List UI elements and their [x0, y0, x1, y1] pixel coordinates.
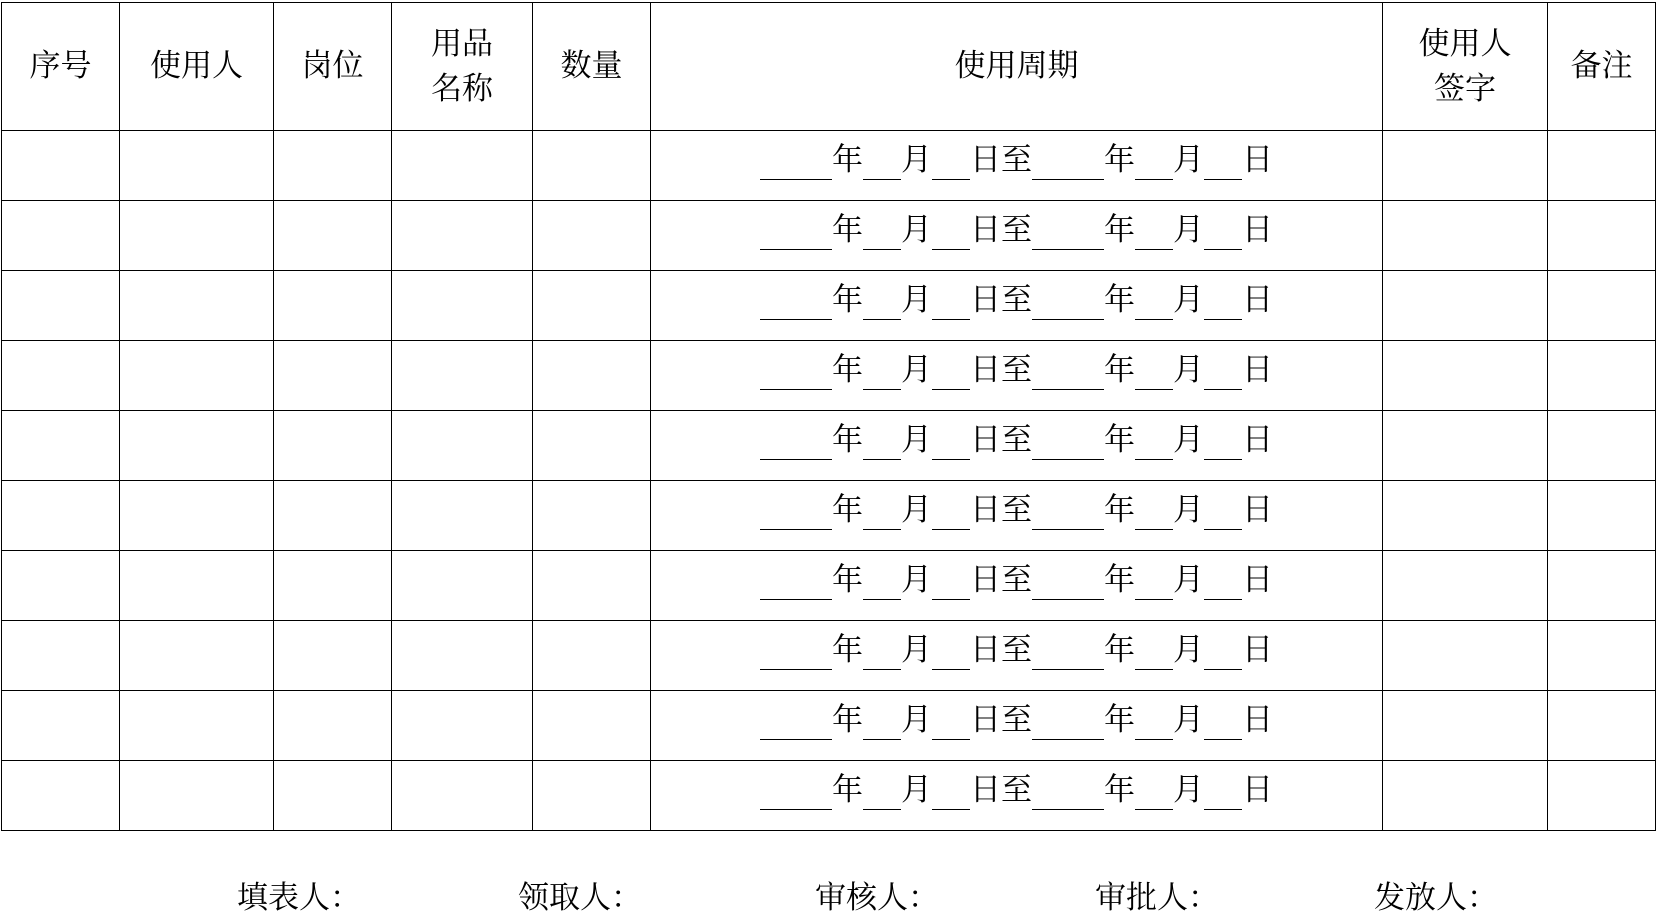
cell-user[interactable] — [120, 551, 274, 621]
start-month-blank[interactable] — [863, 318, 901, 320]
cell-quantity[interactable] — [533, 761, 651, 831]
cell-item-name[interactable] — [392, 271, 533, 341]
end-month-blank[interactable] — [1135, 178, 1173, 180]
cell-user[interactable] — [120, 341, 274, 411]
end-year-blank[interactable] — [1032, 318, 1104, 320]
header-user: 使用人 — [120, 3, 274, 131]
start-year-blank[interactable] — [760, 388, 832, 390]
cell-post[interactable] — [274, 551, 392, 621]
month-label: 月 — [901, 562, 932, 598]
year-label: 年 — [832, 352, 863, 388]
day-label: 日 — [970, 702, 1001, 738]
period-date-range — [760, 422, 1273, 458]
cell-post[interactable] — [274, 621, 392, 691]
day-label: 日 — [970, 422, 1001, 458]
cell-signature[interactable] — [1383, 341, 1548, 411]
cell-remarks[interactable] — [1548, 621, 1656, 691]
cell-post[interactable] — [274, 271, 392, 341]
cell-seq[interactable] — [2, 551, 120, 621]
to-label: 至 — [1001, 352, 1032, 388]
period-date-range — [760, 632, 1273, 668]
cell-remarks[interactable] — [1548, 341, 1656, 411]
start-month-blank[interactable] — [863, 388, 901, 390]
cell-period — [651, 341, 1383, 411]
month-label: 月 — [901, 422, 932, 458]
period-date-range — [760, 562, 1273, 598]
to-label: 至 — [1001, 282, 1032, 318]
end-month-blank[interactable] — [1135, 528, 1173, 530]
cell-signature[interactable] — [1383, 691, 1548, 761]
month-label: 月 — [1173, 142, 1204, 178]
cell-seq[interactable] — [2, 341, 120, 411]
day-label: 日 — [1242, 772, 1273, 808]
month-label: 月 — [901, 772, 932, 808]
cell-signature[interactable] — [1383, 761, 1548, 831]
cell-remarks[interactable] — [1548, 761, 1656, 831]
day-label: 日 — [1242, 702, 1273, 738]
cell-period — [651, 551, 1383, 621]
year-label: 年 — [1104, 562, 1135, 598]
year-label: 年 — [1104, 352, 1135, 388]
cell-item-name[interactable] — [392, 691, 533, 761]
day-label: 日 — [1242, 422, 1273, 458]
day-label: 日 — [1242, 632, 1273, 668]
header-signature-line1: 使用人 — [1418, 25, 1512, 62]
cell-quantity[interactable] — [533, 271, 651, 341]
cell-period — [651, 131, 1383, 201]
month-label: 月 — [901, 702, 932, 738]
day-label: 日 — [1242, 562, 1273, 598]
table-row — [2, 761, 1656, 831]
table-row — [2, 551, 1656, 621]
header-post: 岗位 — [274, 3, 392, 131]
cell-remarks[interactable] — [1548, 411, 1656, 481]
header-signature — [1383, 3, 1548, 131]
end-day-blank[interactable] — [1204, 248, 1242, 250]
start-day-blank[interactable] — [932, 528, 970, 530]
start-month-blank[interactable] — [863, 738, 901, 740]
table-body — [2, 131, 1656, 831]
day-label: 日 — [970, 772, 1001, 808]
start-year-blank[interactable] — [760, 738, 832, 740]
table-row — [2, 201, 1656, 271]
start-day-blank[interactable] — [932, 668, 970, 670]
cell-item-name[interactable] — [392, 481, 533, 551]
cell-remarks[interactable] — [1548, 271, 1656, 341]
start-day-blank[interactable] — [932, 248, 970, 250]
cell-quantity[interactable] — [533, 621, 651, 691]
received-by-label: 领取人： — [518, 880, 642, 916]
to-label: 至 — [1001, 632, 1032, 668]
day-label: 日 — [1242, 282, 1273, 318]
start-year-blank[interactable] — [760, 668, 832, 670]
end-year-blank[interactable] — [1032, 808, 1104, 810]
header-remarks: 备注 — [1548, 3, 1656, 131]
start-year-blank[interactable] — [760, 178, 832, 180]
end-day-blank[interactable] — [1204, 178, 1242, 180]
cell-seq[interactable] — [2, 411, 120, 481]
cell-seq[interactable] — [2, 131, 120, 201]
header-row — [2, 3, 1656, 131]
cell-seq[interactable] — [2, 481, 120, 551]
start-year-blank[interactable] — [760, 528, 832, 530]
cell-seq[interactable] — [2, 691, 120, 761]
cell-signature[interactable] — [1383, 551, 1548, 621]
month-label: 月 — [1173, 282, 1204, 318]
start-month-blank[interactable] — [863, 458, 901, 460]
cell-post[interactable] — [274, 201, 392, 271]
end-year-blank[interactable] — [1032, 598, 1104, 600]
cell-remarks[interactable] — [1548, 691, 1656, 761]
start-day-blank[interactable] — [932, 178, 970, 180]
year-label: 年 — [1104, 422, 1135, 458]
start-year-blank[interactable] — [760, 458, 832, 460]
start-day-blank[interactable] — [932, 318, 970, 320]
end-day-blank[interactable] — [1204, 388, 1242, 390]
period-date-range — [760, 492, 1273, 528]
table-row — [2, 131, 1656, 201]
end-year-blank[interactable] — [1032, 738, 1104, 740]
start-month-blank[interactable] — [863, 178, 901, 180]
month-label: 月 — [1173, 562, 1204, 598]
cell-item-name[interactable] — [392, 131, 533, 201]
year-label: 年 — [832, 212, 863, 248]
cell-seq[interactable] — [2, 761, 120, 831]
to-label: 至 — [1001, 142, 1032, 178]
end-month-blank[interactable] — [1135, 598, 1173, 600]
cell-remarks[interactable] — [1548, 131, 1656, 201]
period-date-range — [760, 772, 1273, 808]
end-year-blank[interactable] — [1032, 248, 1104, 250]
start-month-blank[interactable] — [863, 248, 901, 250]
reviewed-by-label: 审核人： — [815, 880, 939, 916]
day-label: 日 — [970, 492, 1001, 528]
day-label: 日 — [970, 562, 1001, 598]
to-label: 至 — [1001, 562, 1032, 598]
cell-signature[interactable] — [1383, 621, 1548, 691]
end-year-blank[interactable] — [1032, 388, 1104, 390]
to-label: 至 — [1001, 772, 1032, 808]
start-year-blank[interactable] — [760, 248, 832, 250]
end-year-blank[interactable] — [1032, 178, 1104, 180]
cell-remarks[interactable] — [1548, 481, 1656, 551]
end-month-blank[interactable] — [1135, 668, 1173, 670]
table-row — [2, 481, 1656, 551]
cell-post[interactable] — [274, 481, 392, 551]
start-year-blank[interactable] — [760, 598, 832, 600]
cell-period — [651, 411, 1383, 481]
day-label: 日 — [970, 282, 1001, 318]
start-day-blank[interactable] — [932, 738, 970, 740]
to-label: 至 — [1001, 492, 1032, 528]
end-year-blank[interactable] — [1032, 528, 1104, 530]
month-label: 月 — [901, 352, 932, 388]
day-label: 日 — [970, 142, 1001, 178]
end-year-blank[interactable] — [1032, 668, 1104, 670]
year-label: 年 — [1104, 212, 1135, 248]
end-month-blank[interactable] — [1135, 808, 1173, 810]
cell-seq[interactable] — [2, 621, 120, 691]
year-label: 年 — [1104, 702, 1135, 738]
cell-period — [651, 621, 1383, 691]
cell-user[interactable] — [120, 201, 274, 271]
month-label: 月 — [1173, 702, 1204, 738]
start-day-blank[interactable] — [932, 388, 970, 390]
year-label: 年 — [832, 422, 863, 458]
to-label: 至 — [1001, 212, 1032, 248]
header-item-name-line2: 名称 — [431, 70, 493, 107]
month-label: 月 — [1173, 212, 1204, 248]
year-label: 年 — [832, 492, 863, 528]
end-day-blank[interactable] — [1204, 808, 1242, 810]
year-label: 年 — [832, 562, 863, 598]
to-label: 至 — [1001, 422, 1032, 458]
day-label: 日 — [970, 212, 1001, 248]
month-label: 月 — [901, 632, 932, 668]
cell-item-name[interactable] — [392, 621, 533, 691]
month-label: 月 — [1173, 492, 1204, 528]
start-month-blank[interactable] — [863, 808, 901, 810]
cell-period — [651, 201, 1383, 271]
period-date-range — [760, 282, 1273, 318]
cell-signature[interactable] — [1383, 411, 1548, 481]
period-date-range — [760, 212, 1273, 248]
cell-user[interactable] — [120, 761, 274, 831]
start-month-blank[interactable] — [863, 528, 901, 530]
header-period: 使用周期 — [651, 3, 1383, 131]
day-label: 日 — [970, 352, 1001, 388]
end-day-blank[interactable] — [1204, 738, 1242, 740]
start-day-blank[interactable] — [932, 598, 970, 600]
header-seq: 序号 — [2, 3, 120, 131]
signature-footer — [0, 872, 1657, 916]
start-month-blank[interactable] — [863, 668, 901, 670]
start-year-blank[interactable] — [760, 808, 832, 810]
cell-post[interactable] — [274, 691, 392, 761]
end-month-blank[interactable] — [1135, 458, 1173, 460]
filled-by-label: 填表人： — [237, 880, 361, 916]
cell-quantity[interactable] — [533, 481, 651, 551]
cell-quantity[interactable] — [533, 341, 651, 411]
cell-post[interactable] — [274, 761, 392, 831]
cell-period — [651, 271, 1383, 341]
table-row — [2, 271, 1656, 341]
day-label: 日 — [1242, 142, 1273, 178]
month-label: 月 — [1173, 352, 1204, 388]
cell-period — [651, 691, 1383, 761]
cell-quantity[interactable] — [533, 551, 651, 621]
cell-quantity[interactable] — [533, 201, 651, 271]
table-row — [2, 411, 1656, 481]
month-label: 月 — [901, 282, 932, 318]
approved-by-label: 审批人： — [1095, 880, 1219, 916]
cell-remarks[interactable] — [1548, 201, 1656, 271]
day-label: 日 — [1242, 352, 1273, 388]
cell-user[interactable] — [120, 691, 274, 761]
header-item-name-line1: 用品 — [431, 25, 493, 62]
year-label: 年 — [1104, 772, 1135, 808]
end-month-blank[interactable] — [1135, 248, 1173, 250]
cell-remarks[interactable] — [1548, 551, 1656, 621]
year-label: 年 — [832, 702, 863, 738]
end-day-blank[interactable] — [1204, 528, 1242, 530]
cell-seq[interactable] — [2, 271, 120, 341]
end-year-blank[interactable] — [1032, 458, 1104, 460]
cell-signature[interactable] — [1383, 131, 1548, 201]
month-label: 月 — [1173, 772, 1204, 808]
day-label: 日 — [1242, 492, 1273, 528]
cell-signature[interactable] — [1383, 201, 1548, 271]
cell-period — [651, 761, 1383, 831]
cell-item-name[interactable] — [392, 201, 533, 271]
cell-post[interactable] — [274, 411, 392, 481]
cell-post[interactable] — [274, 131, 392, 201]
year-label: 年 — [832, 772, 863, 808]
usage-record-table — [1, 2, 1656, 831]
cell-quantity[interactable] — [533, 411, 651, 481]
start-year-blank[interactable] — [760, 318, 832, 320]
year-label: 年 — [832, 282, 863, 318]
header-item-name — [392, 3, 533, 131]
month-label: 月 — [901, 142, 932, 178]
month-label: 月 — [901, 492, 932, 528]
cell-user[interactable] — [120, 481, 274, 551]
day-label: 日 — [970, 632, 1001, 668]
start-day-blank[interactable] — [932, 458, 970, 460]
cell-quantity[interactable] — [533, 131, 651, 201]
year-label: 年 — [1104, 282, 1135, 318]
month-label: 月 — [901, 212, 932, 248]
end-day-blank[interactable] — [1204, 318, 1242, 320]
cell-user[interactable] — [120, 621, 274, 691]
month-label: 月 — [1173, 632, 1204, 668]
year-label: 年 — [832, 632, 863, 668]
table-row — [2, 691, 1656, 761]
end-month-blank[interactable] — [1135, 318, 1173, 320]
period-date-range — [760, 702, 1273, 738]
end-day-blank[interactable] — [1204, 458, 1242, 460]
end-day-blank[interactable] — [1204, 598, 1242, 600]
cell-user[interactable] — [120, 271, 274, 341]
year-label: 年 — [1104, 632, 1135, 668]
cell-item-name[interactable] — [392, 411, 533, 481]
cell-item-name[interactable] — [392, 761, 533, 831]
cell-signature[interactable] — [1383, 271, 1548, 341]
header-quantity: 数量 — [533, 3, 651, 131]
end-day-blank[interactable] — [1204, 668, 1242, 670]
cell-item-name[interactable] — [392, 341, 533, 411]
cell-period — [651, 481, 1383, 551]
day-label: 日 — [1242, 212, 1273, 248]
cell-user[interactable] — [120, 131, 274, 201]
year-label: 年 — [1104, 492, 1135, 528]
cell-quantity[interactable] — [533, 691, 651, 761]
end-month-blank[interactable] — [1135, 738, 1173, 740]
cell-seq[interactable] — [2, 201, 120, 271]
cell-user[interactable] — [120, 411, 274, 481]
issued-by-label: 发放人： — [1374, 880, 1498, 916]
table-row — [2, 341, 1656, 411]
period-date-range — [760, 352, 1273, 388]
month-label: 月 — [1173, 422, 1204, 458]
year-label: 年 — [832, 142, 863, 178]
period-date-range — [760, 142, 1273, 178]
year-label: 年 — [1104, 142, 1135, 178]
start-day-blank[interactable] — [932, 808, 970, 810]
cell-signature[interactable] — [1383, 481, 1548, 551]
cell-post[interactable] — [274, 341, 392, 411]
header-signature-line2: 签字 — [1434, 70, 1496, 107]
table-row — [2, 621, 1656, 691]
to-label: 至 — [1001, 702, 1032, 738]
end-month-blank[interactable] — [1135, 388, 1173, 390]
start-month-blank[interactable] — [863, 598, 901, 600]
cell-item-name[interactable] — [392, 551, 533, 621]
